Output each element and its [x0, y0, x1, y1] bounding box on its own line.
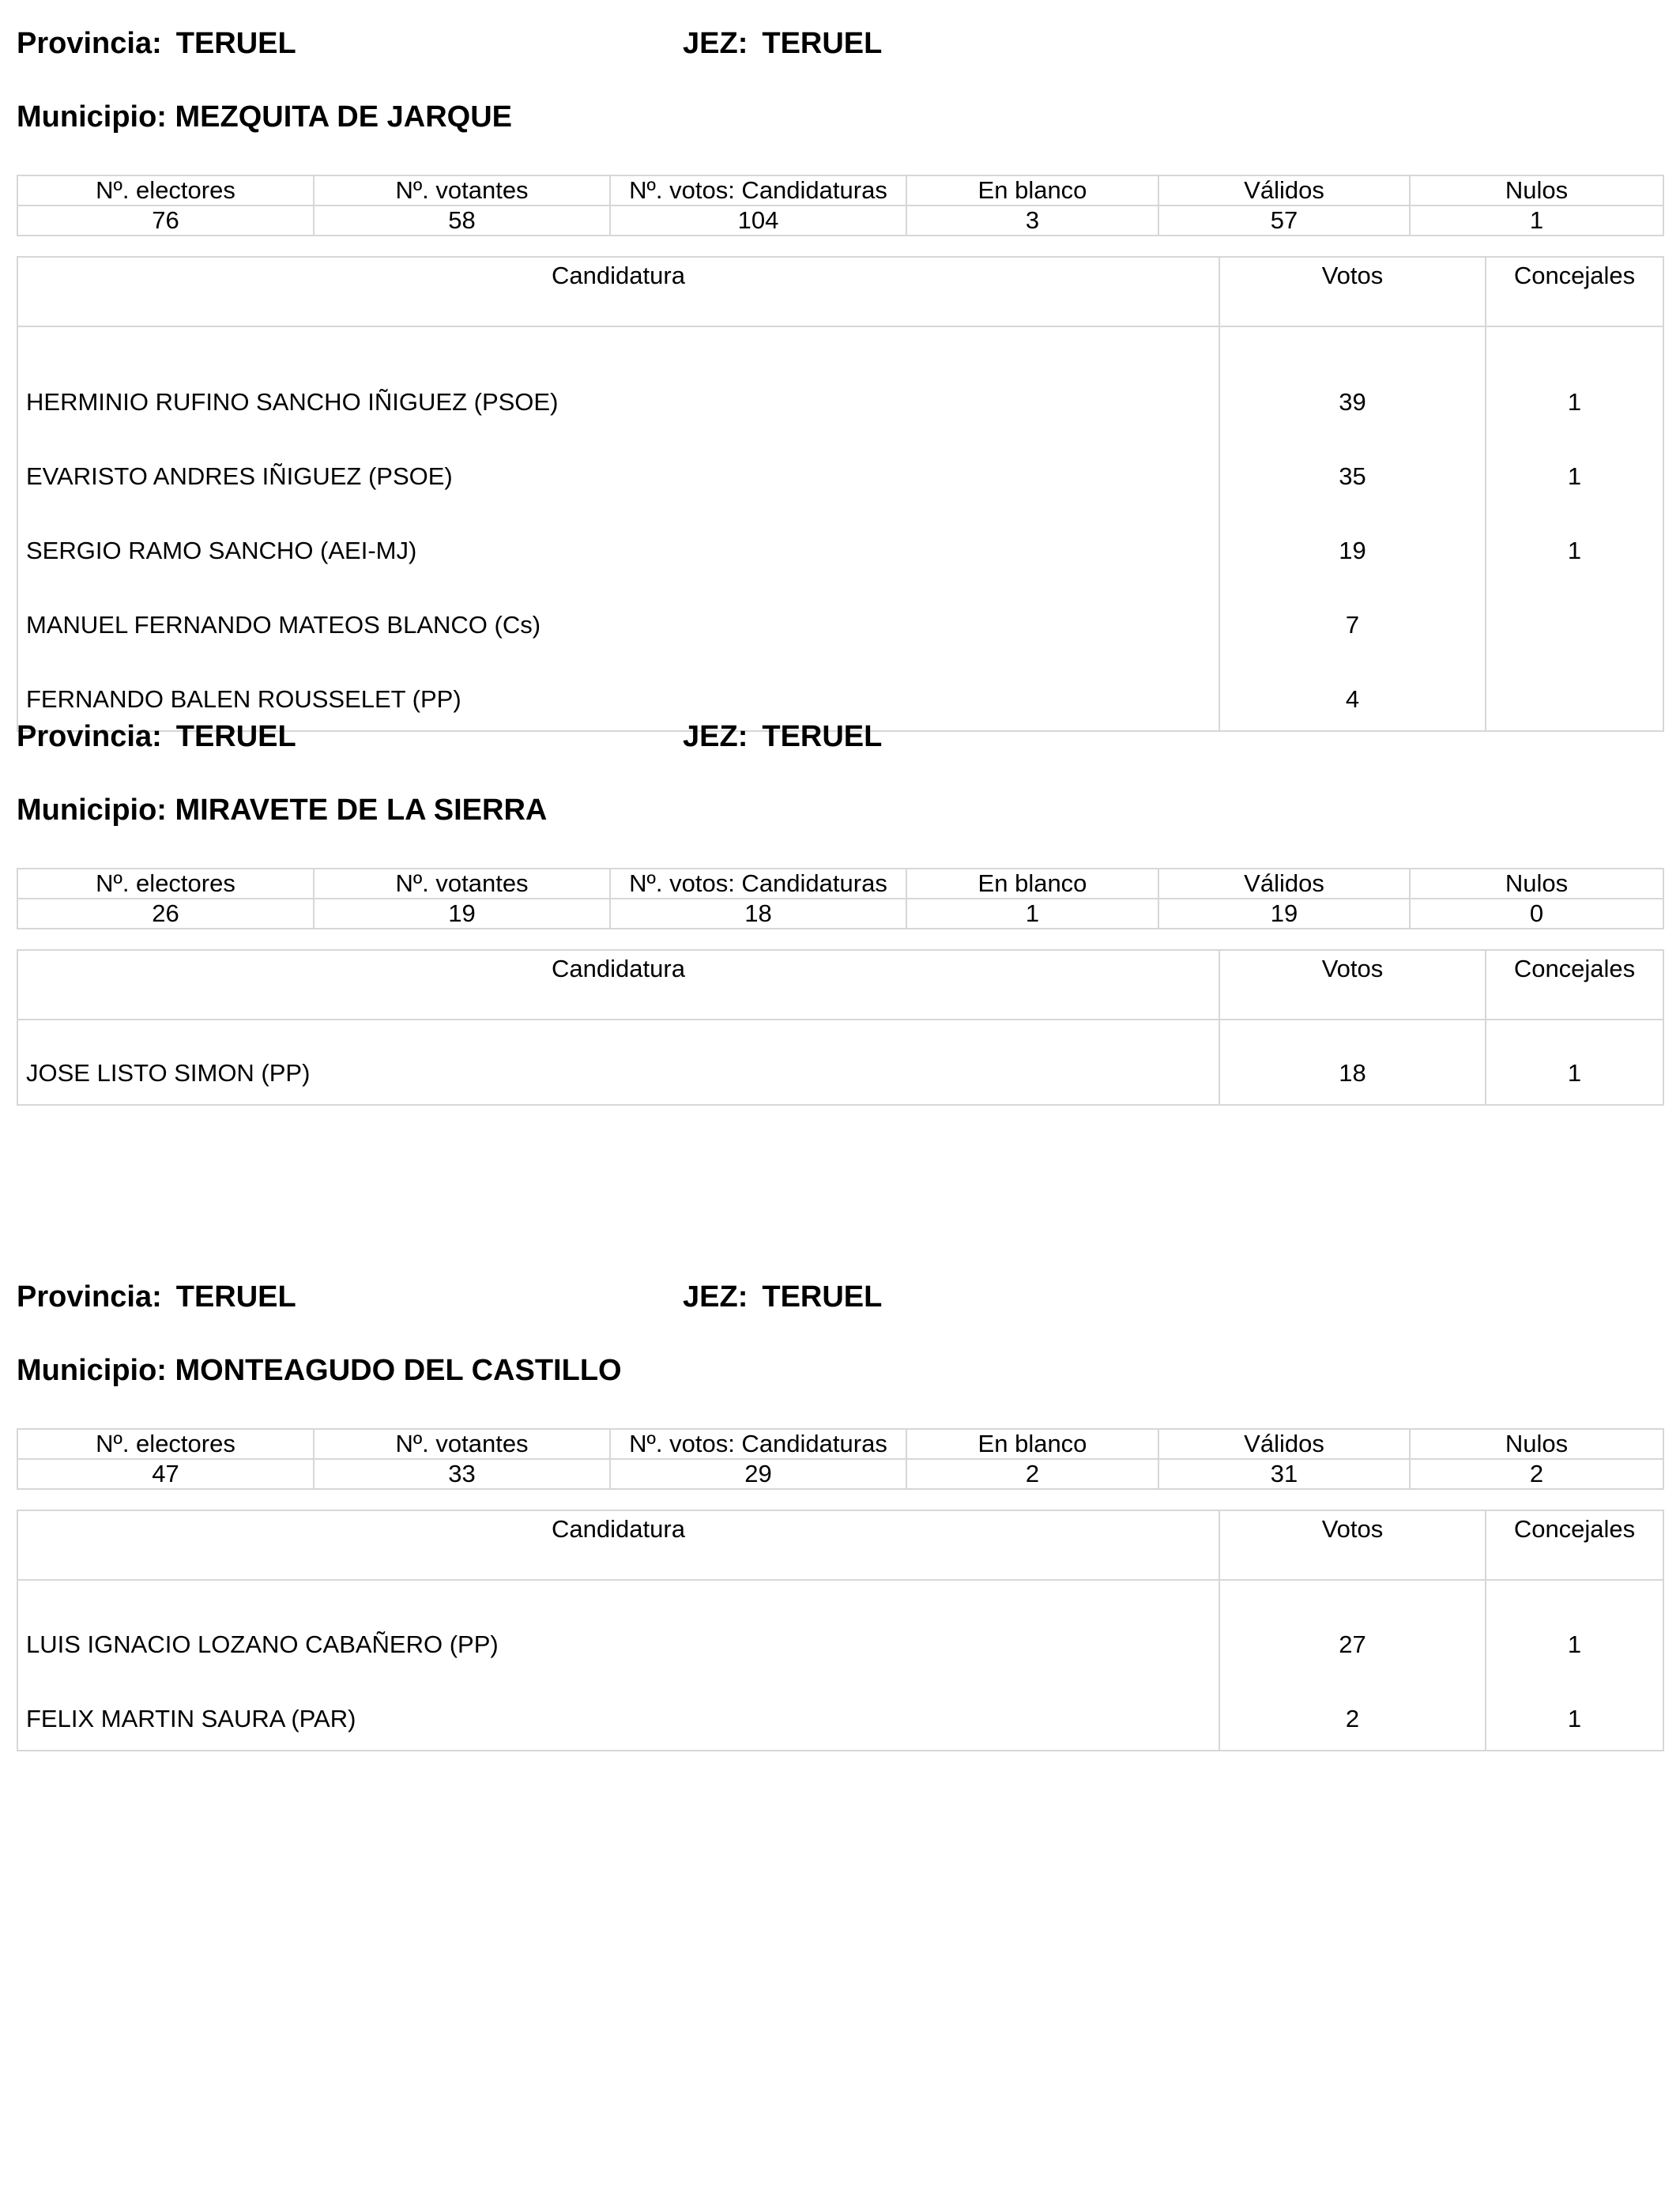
stats-header-validos: Válidos: [1158, 175, 1410, 205]
candidatura-votos: 35: [1219, 422, 1486, 496]
stats-value-electores: 26: [17, 899, 314, 929]
stats-header-nulos: Nulos: [1410, 175, 1663, 205]
jez-label: JEZ:: [683, 720, 748, 753]
stats-header-votantes: Nº. votantes: [314, 175, 610, 205]
stats-value-votantes: 58: [314, 205, 610, 236]
stats-value-en-blanco: 1: [906, 899, 1158, 929]
stats-value-nulos: 1: [1410, 205, 1663, 236]
stats-header-row: [17, 175, 1663, 205]
jez-label: JEZ:: [683, 1280, 748, 1314]
municipio-value: MONTEAGUDO DEL CASTILLO: [175, 1354, 622, 1387]
candidatura-concejales: 1: [1486, 1664, 1663, 1751]
candidaturas-header-row: [17, 1510, 1663, 1580]
candidatura-votos: 4: [1219, 645, 1486, 731]
provincia-label: Provincia:: [17, 720, 162, 753]
stats-header-electores: Nº. electores: [17, 869, 314, 899]
stats-value-electores: 76: [17, 205, 314, 236]
stats-header-validos: Válidos: [1158, 1429, 1410, 1459]
candidatura-concejales: 1: [1486, 326, 1663, 422]
candidatura-concejales: [1486, 571, 1663, 645]
header-concejales: Concejales: [1486, 257, 1663, 326]
stats-header-en-blanco: En blanco: [906, 869, 1158, 899]
stats-value-votos-candidaturas: 104: [610, 205, 906, 236]
header-candidatura: Candidatura: [17, 257, 1219, 326]
candidatura-name: LUIS IGNACIO LOZANO CABAÑERO (PP): [17, 1580, 1219, 1664]
candidatura-row: [17, 496, 1663, 571]
municipio-label: Municipio:: [17, 1354, 167, 1387]
jez-label: JEZ:: [683, 27, 748, 60]
stats-value-electores: 47: [17, 1459, 314, 1489]
provincia-value: TERUEL: [175, 1280, 296, 1314]
stats-value-row: [17, 1459, 1663, 1489]
candidatura-row: [17, 1020, 1663, 1105]
stats-value-row: [17, 899, 1663, 929]
stats-value-votantes: 33: [314, 1459, 610, 1489]
stats-table: [17, 1428, 1664, 1490]
provincia-value: TERUEL: [175, 27, 296, 60]
stats-value-votantes: 19: [314, 899, 610, 929]
stats-value-en-blanco: 3: [906, 205, 1158, 236]
stats-header-votos-candidaturas: Nº. votos: Candidaturas: [610, 175, 906, 205]
stats-value-votos-candidaturas: 18: [610, 899, 906, 929]
stats-header-votos-candidaturas: Nº. votos: Candidaturas: [610, 1429, 906, 1459]
candidatura-name: EVARISTO ANDRES IÑIGUEZ (PSOE): [17, 422, 1219, 496]
stats-value-validos: 57: [1158, 205, 1410, 236]
candidatura-row: [17, 1580, 1663, 1664]
municipio-heading: [17, 790, 547, 830]
candidatura-name: JOSE LISTO SIMON (PP): [17, 1020, 1219, 1105]
stats-value-row: [17, 205, 1663, 236]
candidatura-concejales: 1: [1486, 496, 1663, 571]
candidatura-votos: 39: [1219, 326, 1486, 422]
candidatura-votos: 27: [1219, 1580, 1486, 1664]
candidatura-name: HERMINIO RUFINO SANCHO IÑIGUEZ (PSOE): [17, 326, 1219, 422]
stats-header-en-blanco: En blanco: [906, 175, 1158, 205]
municipio-value: MIRAVETE DE LA SIERRA: [175, 794, 548, 827]
candidatura-name: FERNANDO BALEN ROUSSELET (PP): [17, 645, 1219, 731]
stats-header-nulos: Nulos: [1410, 869, 1663, 899]
jez-heading: [683, 717, 882, 756]
stats-header-nulos: Nulos: [1410, 1429, 1663, 1459]
jez-heading: [683, 1277, 882, 1317]
provincia-label: Provincia:: [17, 1280, 162, 1314]
municipio-value: MEZQUITA DE JARQUE: [175, 100, 512, 134]
jez-heading: [683, 24, 882, 63]
candidatura-row: [17, 571, 1663, 645]
provincia-heading: [17, 1277, 296, 1317]
stats-value-validos: 31: [1158, 1459, 1410, 1489]
candidatura-votos: 18: [1219, 1020, 1486, 1105]
jez-value: TERUEL: [762, 720, 883, 753]
candidatura-concejales: 1: [1486, 1020, 1663, 1105]
stats-header-votantes: Nº. votantes: [314, 1429, 610, 1459]
stats-value-votos-candidaturas: 29: [610, 1459, 906, 1489]
stats-header-electores: Nº. electores: [17, 1429, 314, 1459]
candidatura-row: [17, 326, 1663, 422]
municipio-label: Municipio:: [17, 100, 167, 134]
jez-value: TERUEL: [762, 27, 883, 60]
header-concejales: Concejales: [1486, 950, 1663, 1020]
stats-header-validos: Válidos: [1158, 869, 1410, 899]
provincia-value: TERUEL: [175, 720, 296, 753]
candidatura-name: FELIX MARTIN SAURA (PAR): [17, 1664, 1219, 1751]
stats-header-row: [17, 869, 1663, 899]
provincia-heading: [17, 717, 296, 756]
candidatura-votos: 2: [1219, 1664, 1486, 1751]
stats-value-validos: 19: [1158, 899, 1410, 929]
stats-header-votantes: Nº. votantes: [314, 869, 610, 899]
candidaturas-header-row: [17, 257, 1663, 326]
provincia-label: Provincia:: [17, 27, 162, 60]
municipio-heading: [17, 97, 512, 137]
header-votos: Votos: [1219, 950, 1486, 1020]
candidatura-concejales: 1: [1486, 1580, 1663, 1664]
stats-header-electores: Nº. electores: [17, 175, 314, 205]
stats-value-en-blanco: 2: [906, 1459, 1158, 1489]
candidaturas-table: [17, 1510, 1664, 1751]
jez-value: TERUEL: [762, 1280, 883, 1314]
header-candidatura: Candidatura: [17, 950, 1219, 1020]
candidatura-name: MANUEL FERNANDO MATEOS BLANCO (Cs): [17, 571, 1219, 645]
candidatura-votos: 19: [1219, 496, 1486, 571]
candidatura-votos: 7: [1219, 571, 1486, 645]
stats-value-nulos: 0: [1410, 899, 1663, 929]
candidatura-name: SERGIO RAMO SANCHO (AEI-MJ): [17, 496, 1219, 571]
stats-value-nulos: 2: [1410, 1459, 1663, 1489]
stats-header-en-blanco: En blanco: [906, 1429, 1158, 1459]
candidaturas-table: [17, 949, 1664, 1106]
candidatura-row: [17, 1664, 1663, 1751]
candidaturas-table: [17, 256, 1664, 732]
stats-table: [17, 868, 1664, 929]
stats-header-votos-candidaturas: Nº. votos: Candidaturas: [610, 869, 906, 899]
stats-header-row: [17, 1429, 1663, 1459]
header-candidatura: Candidatura: [17, 1510, 1219, 1580]
municipio-heading: [17, 1351, 622, 1390]
stats-table: [17, 175, 1664, 236]
header-votos: Votos: [1219, 1510, 1486, 1580]
candidatura-concejales: 1: [1486, 422, 1663, 496]
header-votos: Votos: [1219, 257, 1486, 326]
municipio-label: Municipio:: [17, 794, 167, 827]
provincia-heading: [17, 24, 296, 63]
candidaturas-header-row: [17, 950, 1663, 1020]
candidatura-concejales: [1486, 645, 1663, 731]
candidatura-row: [17, 422, 1663, 496]
header-concejales: Concejales: [1486, 1510, 1663, 1580]
